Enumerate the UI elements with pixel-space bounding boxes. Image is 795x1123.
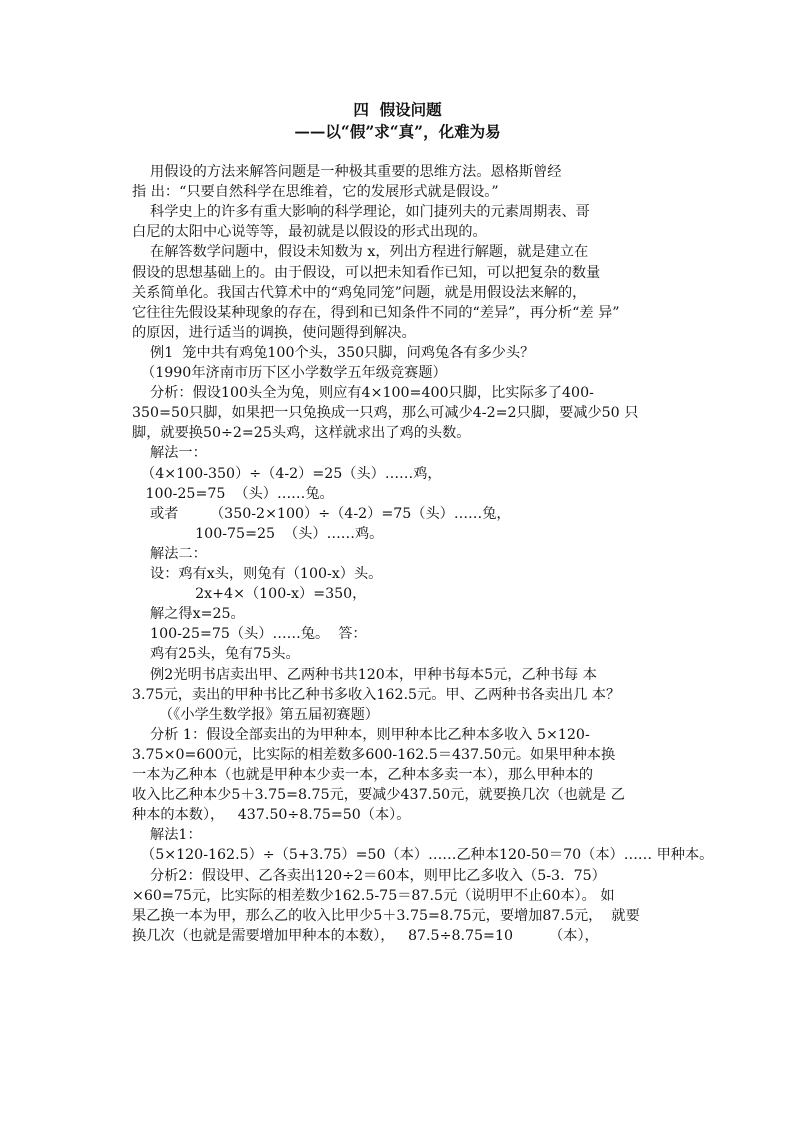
text-line: 或者 （350-2×100）÷（4-2）=75（头）……兔， bbox=[132, 505, 511, 522]
text-line: 假设的思想基础上的。由于假设，可以把未知看作已知，可以把复杂的数量 bbox=[132, 264, 601, 281]
text-line: 100-25=75 （头）……兔。 bbox=[132, 485, 334, 502]
text-line: 例1 笼中共有鸡兔100个头，350只脚，问鸡兔各有多少头？ bbox=[132, 344, 535, 361]
text-line: 分析2：假设甲、乙各卖出120÷2＝60本，则甲比乙多收入（5-3. 75） bbox=[132, 867, 606, 884]
text-line: 分析：假设100头全为兔，则应有4×100=400只脚，比实际多了400- bbox=[132, 385, 594, 402]
text-line: 脚，就要换50÷2=25头鸡，这样就求出了鸡的头数。 bbox=[132, 425, 471, 442]
text-line: 种本的本数）， 437.50÷8.75=50（本）。 bbox=[132, 807, 411, 824]
text-line: 鸡有25头，兔有75头。 bbox=[132, 646, 300, 663]
text-line: （1990年济南市历下区小学数学五年级竞赛题） bbox=[132, 365, 447, 381]
text-line: 收入比乙种本少5＋3.75=8.75元，要减少437.50元，就要换几次（也就是 乙 bbox=[132, 787, 625, 804]
text-line: 换几次（也就是需要增加甲种本的本数）， 87.5÷8.75=10 （本）， bbox=[132, 927, 599, 944]
text-line: （4×100-350）÷（4-2）=25（头）……鸡， bbox=[132, 465, 442, 482]
text-line: 果乙换一本为甲，那么乙的收入比甲少5＋3.75=8.75元，要增加87.5元， 就要 bbox=[132, 907, 640, 924]
text-line: 3.75×0=600元，比实际的相差数多600-162.5＝437.50元。如果甲种本换 bbox=[132, 746, 616, 763]
text-line: 它往往先假设某种现象的存在，得到和已知条件不同的“差异”，再分析“差 异” bbox=[132, 304, 620, 321]
text-line: 指 出：“只要自然科学在思维着，它的发展形式就是假设。” bbox=[132, 184, 499, 201]
text-line: 例2光明书店卖出甲、乙两种书共120本，甲种书每本5元，乙种书每 本 bbox=[132, 666, 597, 683]
section-subtitle: ——以“假”求“真”，化难为易 bbox=[294, 122, 501, 141]
text-line: 2x+4×（100-x）=350， bbox=[132, 586, 367, 603]
text-line: 关系简单化。我国古代算术中的“鸡兔同笼”问题，就是用假设法来解的， bbox=[132, 284, 587, 301]
text-line: 解法二： bbox=[132, 545, 207, 562]
text-line: 100-75=25 （头）……鸡。 bbox=[132, 525, 384, 542]
section-title: 四 假设问题 bbox=[353, 100, 442, 119]
text-line: 3.75元，卖出的甲种书比乙种书多收入162.5元。甲、乙两种书各卖出几 本？ bbox=[132, 686, 621, 703]
text-line: 在解答数学问题中，假设未知数为 x，列出方程进行解题，就是建立在 bbox=[132, 244, 589, 261]
text-line: ×60=75元，比实际的相差数少162.5-75＝87.5元（说明甲不止60本）。 如 bbox=[132, 887, 615, 904]
text-line: （《小学生数学报》第五届初赛题） bbox=[132, 706, 379, 723]
text-line: 白尼的太阳中心说等等，最初就是以假设的形式出现的。 bbox=[132, 224, 487, 241]
text-line: 分析 1：假设全部卖出的为甲种本，则甲种本比乙种本多收入 5×120- bbox=[132, 726, 590, 743]
text-line: 350=50只脚，如果把一只兔换成一只鸡，那么可减少4-2=2只脚，要减少50 只 bbox=[132, 405, 639, 422]
text-line: 一本为乙种本（也就是甲种本少卖一本，乙种本多卖一本），那么甲种本的 bbox=[132, 767, 594, 783]
text-line: 的原因，进行适当的调换，使问题得到解决。 bbox=[132, 324, 416, 341]
text-line: 设：鸡有x头，则兔有（100-x）头。 bbox=[132, 566, 383, 582]
text-line: 用假设的方法来解答问题是一种极其重要的思维方法。恩格斯曾经 bbox=[132, 164, 562, 180]
text-line: （5×120-162.5）÷（5+3.75）=50（本）……乙种本120-50＝70（本）…… 甲种本。 bbox=[132, 847, 714, 864]
text-line: 解法一： bbox=[132, 445, 207, 462]
text-line: 科学史上的许多有重大影响的科学理论，如门捷列夫的元素周期表、哥 bbox=[132, 204, 590, 221]
text-line: 解法1： bbox=[132, 827, 202, 844]
text-line: 100-25=75（头）……兔。 答： bbox=[132, 626, 367, 643]
text-line: 解之得x=25。 bbox=[132, 606, 245, 623]
